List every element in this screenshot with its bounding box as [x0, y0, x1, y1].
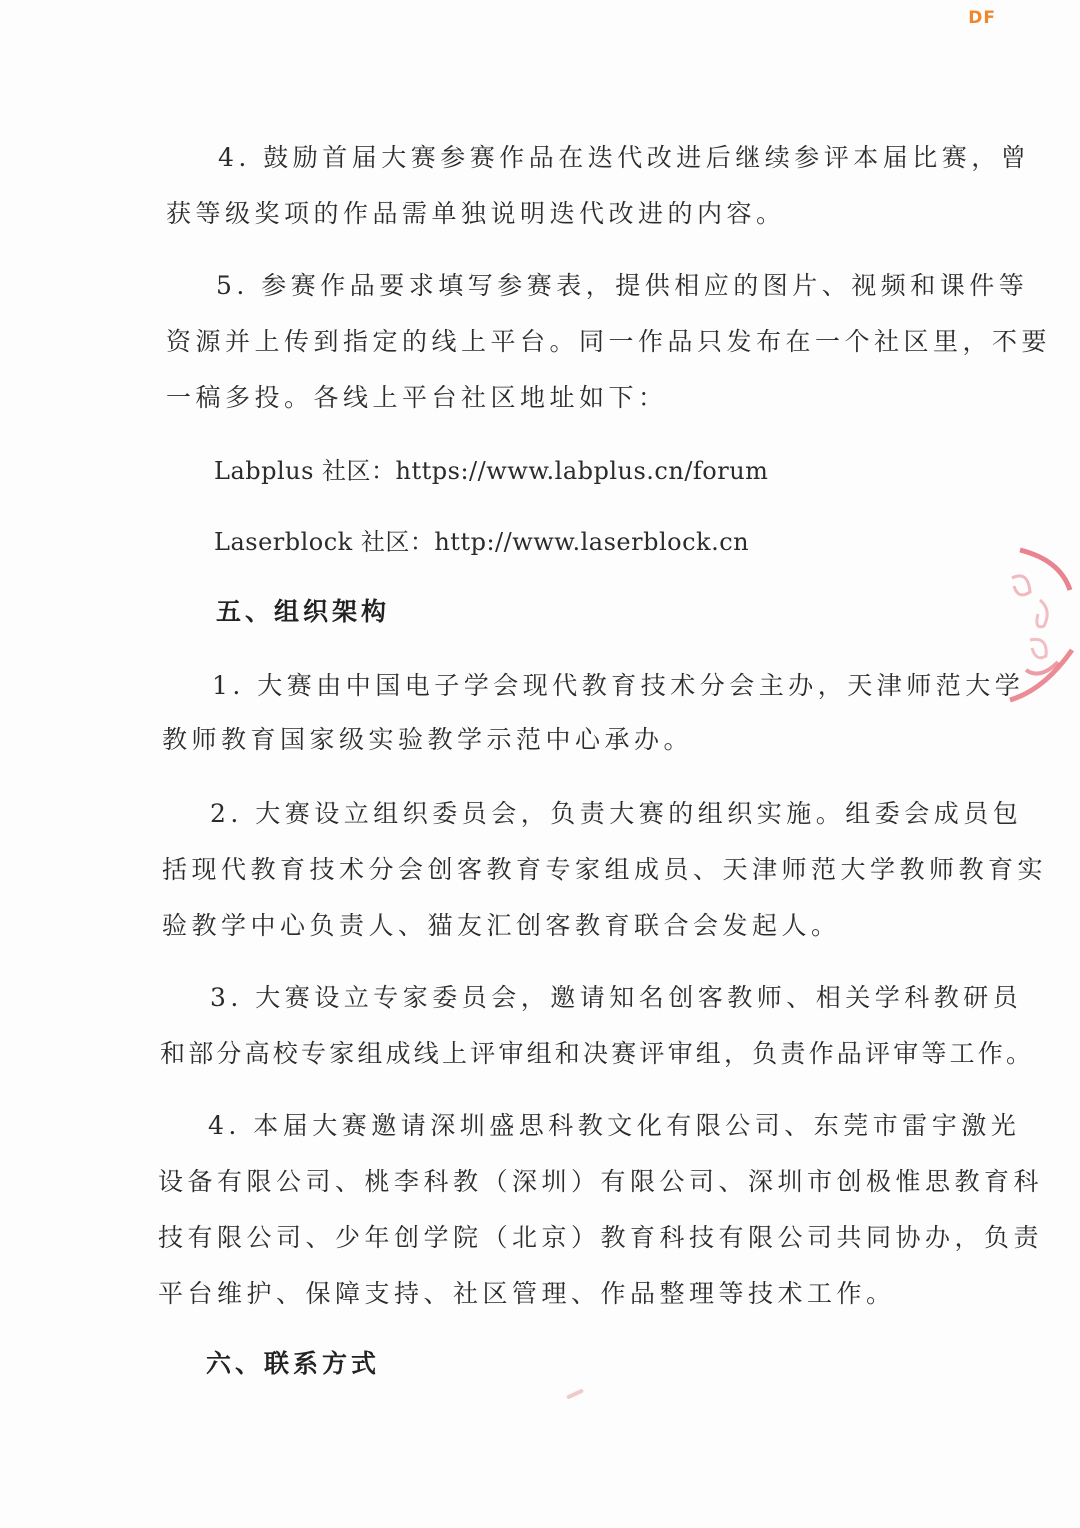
section5-p2-line1: 2. 大赛设立组织委员会，负责大赛的组织实施。组委会成员包: [210, 799, 1023, 828]
item5-line1: 5. 参赛作品要求填写参赛表，提供相应的图片、视频和课件等: [216, 271, 1029, 300]
section5-p4-line3: 技有限公司、少年创学院（北京）教育科技有限公司共同协办，负责: [158, 1223, 1044, 1252]
section5-p1-line1: 1. 大赛由中国电子学会现代教育技术分会主办，天津师范大学: [212, 671, 1025, 700]
section5-p4-line4: 平台维护、保障支持、社区管理、作品整理等技术工作。: [158, 1279, 896, 1308]
ink-speck: [566, 1388, 584, 1399]
section5-p4-line1: 4. 本届大赛邀请深圳盛思科教文化有限公司、东莞市雷宇激光: [208, 1111, 1021, 1140]
corner-watermark: DF: [968, 8, 996, 28]
section6-heading: 六、联系方式: [206, 1349, 381, 1378]
section5-p2-line3: 验教学中心负责人、猫友汇创客教育联合会发起人。: [162, 911, 841, 940]
section5-p3-line2: 和部分高校专家组成线上评审组和决赛评审组，负责作品评审等工作。: [160, 1039, 1035, 1068]
section5-heading: 五、组织架构: [216, 597, 391, 626]
section5-p1-line2: 教师教育国家级实验教学示范中心承办。: [162, 725, 694, 754]
labplus-url-line: Labplus 社区：https://www.labplus.cn/forum: [214, 457, 769, 485]
laserblock-url-line: Laserblock 社区：http://www.laserblock.cn: [214, 528, 750, 556]
item5-line3: 一稿多投。各线上平台社区地址如下：: [166, 383, 668, 412]
red-seal-stamp: [1000, 530, 1080, 720]
section5-p3-line1: 3. 大赛设立专家委员会，邀请知名创客教师、相关学科教研员: [210, 983, 1023, 1012]
item4-line1: 4. 鼓励首届大赛参赛作品在迭代改进后继续参评本届比赛，曾: [218, 143, 1031, 172]
item5-line2: 资源并上传到指定的线上平台。同一作品只发布在一个社区里，不要: [166, 327, 1052, 356]
section5-p4-line2: 设备有限公司、桃李科教（深圳）有限公司、深圳市创极惟思教育科: [158, 1167, 1044, 1196]
item4-line2: 获等级奖项的作品需单独说明迭代改进的内容。: [166, 199, 786, 228]
section5-p2-line2: 括现代教育技术分会创客教育专家组成员、天津师范大学教师教育实: [162, 855, 1048, 884]
